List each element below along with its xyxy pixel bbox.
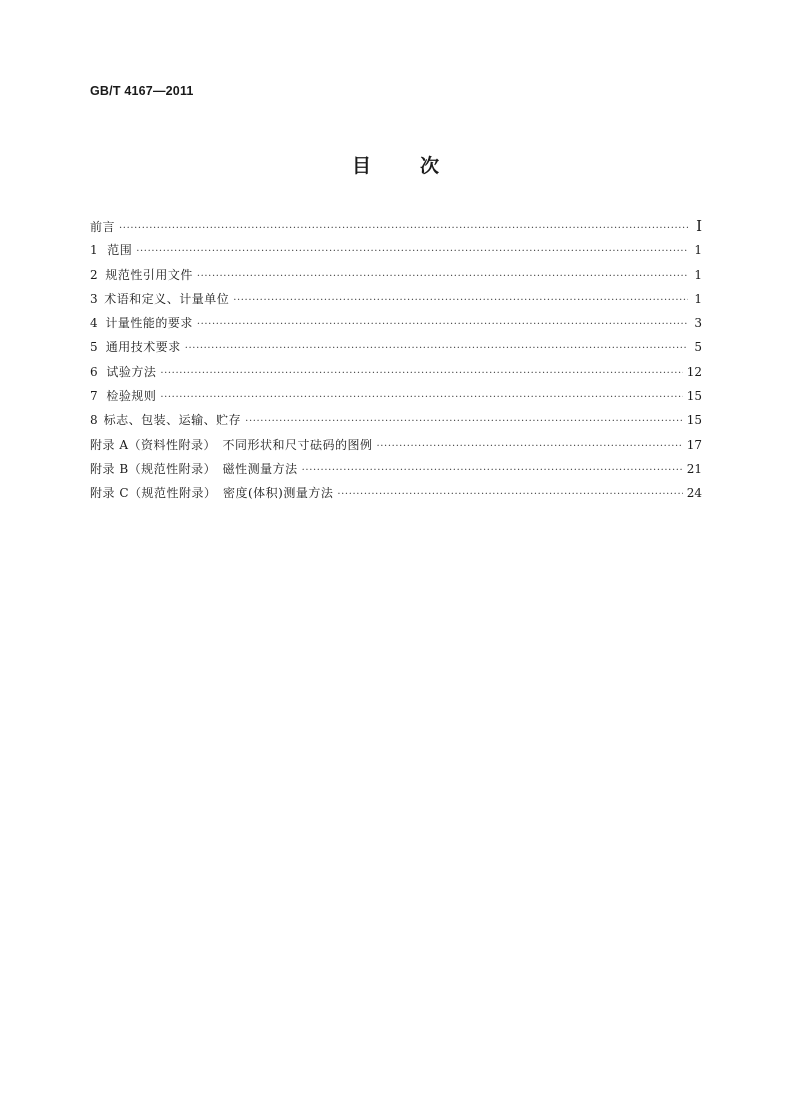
toc-entry-page: 1 (694, 243, 702, 258)
toc-leader-dots (245, 416, 683, 427)
toc-entry-number: 1 (90, 243, 98, 258)
toc-entry-6[interactable] (90, 363, 702, 387)
toc-entry-number: 7 (90, 389, 98, 404)
toc-entry-number: 4 (90, 316, 98, 331)
toc-leader-dots (160, 392, 682, 403)
toc-entry-page: 15 (686, 389, 702, 404)
toc-leader-dots (119, 223, 688, 234)
standard-code: GB/T 4167—2011 (90, 84, 194, 98)
toc-entry-foreword[interactable] (90, 217, 702, 241)
toc-leader-dots (302, 465, 683, 476)
toc-leader-dots (136, 246, 688, 257)
toc-entry-number: 8 (90, 413, 98, 428)
toc-entry-page: Ⅰ (696, 217, 702, 235)
toc-entry-appendix-c[interactable] (90, 484, 702, 508)
toc-entry-number: 2 (90, 267, 98, 282)
toc-entry-label: 附录 C（规范性附录） 密度(体积)测量方法 (90, 486, 334, 501)
toc-entry-2[interactable] (90, 266, 702, 290)
toc-entry-page: 1 (694, 267, 702, 282)
toc-entry-page: 15 (686, 413, 702, 428)
toc-entry-page: 3 (694, 316, 702, 331)
toc-leader-dots (185, 343, 688, 354)
toc-entry-7[interactable] (90, 387, 702, 411)
toc-entry-8[interactable] (90, 411, 702, 435)
toc-entry-number: 5 (90, 340, 98, 355)
toc-entry-label: 规范性引用文件 (105, 267, 193, 282)
toc-entry-page: 17 (686, 437, 702, 452)
toc-leader-dots (233, 295, 688, 306)
toc-entry-number: 3 (90, 291, 98, 306)
toc-entry-page: 12 (686, 364, 702, 379)
toc-entry-appendix-a[interactable] (90, 436, 702, 460)
toc-entry-3[interactable] (90, 290, 702, 314)
toc-entry-1[interactable] (90, 241, 702, 265)
toc-entry-5[interactable] (90, 338, 702, 362)
toc-entry-label: 附录 B（规范性附录） 磁性测量方法 (90, 461, 298, 476)
toc-leader-dots (160, 368, 682, 379)
toc-entry-number: 6 (90, 364, 98, 379)
toc-leader-dots (337, 489, 682, 500)
toc-entry-page: 24 (686, 486, 702, 501)
toc-entry-label: 术语和定义、计量单位 (104, 291, 230, 306)
toc-entry-4[interactable] (90, 314, 702, 338)
toc-entry-appendix-b[interactable] (90, 460, 702, 484)
toc-entry-label: 试验方法 (106, 364, 157, 379)
page-title (0, 151, 792, 178)
toc-entry-label: 附录 A（资料性附录） 不同形状和尺寸砝码的图例 (90, 437, 373, 452)
title-part-1: 目 (351, 155, 372, 177)
title-part-2: 次 (420, 155, 441, 177)
toc-entry-label: 范围 (107, 243, 133, 258)
toc-entry-label: 标志、包装、运输、贮存 (103, 413, 242, 428)
toc-leader-dots (197, 271, 688, 282)
toc-entry-page: 5 (694, 340, 702, 355)
toc-entry-label: 前言 (90, 220, 116, 234)
table-of-contents (90, 217, 702, 509)
toc-leader-dots (376, 441, 682, 452)
toc-entry-page: 21 (686, 461, 702, 476)
toc-entry-page: 1 (694, 291, 702, 306)
toc-entry-label: 通用技术要求 (105, 340, 181, 355)
toc-entry-label: 检验规则 (106, 389, 157, 404)
toc-entry-label: 计量性能的要求 (105, 316, 193, 331)
toc-leader-dots (197, 319, 688, 330)
